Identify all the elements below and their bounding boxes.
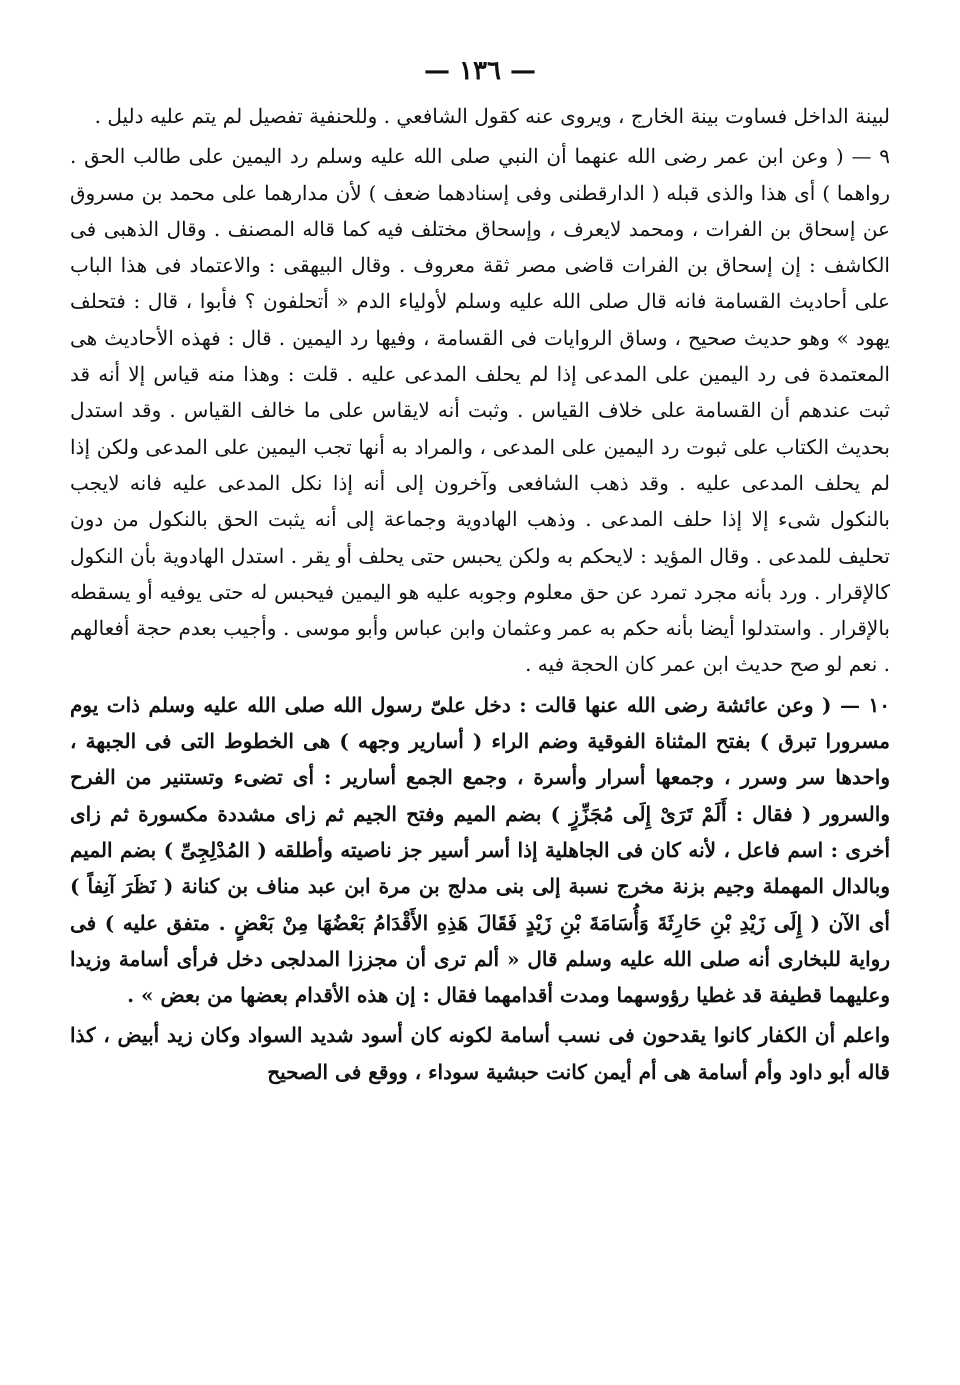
paragraph-hadith-9: ٩ — ( وعن ابن عمر رضى الله عنهما أن النبي صلى الله عليه وسلم رد اليمين على طالب الحق . رواهما ) أى هذا والذى قبله ( الدارقطنى وفى إسنادهما ضعف ) لأن مدارهما على محمد بن مسروق عن إسحاق بن الفرات ، ومحمد لايعرف ، وإسحاق مختلف فيه كما قاله المصنف . وقال الذهبى فى الكاشف : إن إسحاق بن الفرات قاضى مصر ثقة معروف . وقال البيهقى : والاعتماد فى هذا الباب على أحاديث القسامة فانه قال صلى الله عليه وسلم لأولياء الدم « أتحلفون ؟ فأبوا ، قال : فتحلف يهود » وهو حديث صحيح ، وساق الروايات فى القسامة ، وفيها رد اليمين . قال : فهذه الأحاديث هى المعتمدة فى رد اليمين على المدعى إذا لم يحلف المدعى عليه . قلت : وهذا منه قياس إلا أنه قد ثبت عندهم أن القسامة على خلاف القياس . وثبت أنه لايقاس على ما خالف القياس . وقد استدل بحديث الكتاب على ثبوت رد اليمين على المدعى ، والمراد به أنها تجب اليمين على المدعى ولكن إذا لم يحلف المدعى عليه . وقد ذهب الشافعى وآخرون إلى أنه إذا نكل المدعى عليه فانه لايجب بالنكول شىء إلا إذا حلف المدعى . وذهب الهادوية وجماعة إلى أنه يثبت الحق بالنكول من دون تحليف للمدعى . وقال المؤيد : لايحكم به ولكن يحبس حتى يحلف أو يقر . استدل الهادوية بأن النكول كالإقرار . ورد بأنه مجرد تمرد عن حق معلوم وجوبه عليه هو اليمين فيحبس له حتى يوفيه أو يسقطه بالإقرار . واستدلوا أيضا بأنه حكم به عمر وعثمان وابن عباس وأبو موسى . وأجيب بعدم حجة أفعالهم . نعم لو صح حديث ابن عمر كان الحجة فيه . bbox=[70, 144, 890, 677]
page-number: — ١٣٦ — bbox=[423, 56, 537, 86]
paragraph-hadith-10: ١٠ — ( وعن عائشة رضى الله عنها قالت : دخل علىّ رسول الله صلى الله عليه وسلم ذات يوم مسرورا تبرق ) بفتح المثناة الفوقية وضم الراء ( أسارير وجهه ) هى الخطوط التى فى الجبهة ، واحدها سر وسرر ، وجمعها أسرار وأسرة ، وجمع الجمع أسارير : أى تضىء وتستنير من الفرح والسرور ( فقال : أَلَمْ تَرَىْ إِلَى مُجَزِّزٍ ) بضم الميم وفتح الجيم ثم زاى مشددة مكسورة ثم زاى أخرى : اسم فاعل ، لأنه كان فى الجاهلية إذا أسر أسير جز ناصيته وأطلقه ( المُدْلِجِىِّ ) بضم الميم وبالدال المهملة وجيم بزنة مخرج نسبة إلى بنى مدلج بن مرة ابن عبد مناف بن كنانة ( نَظَرَ آنِفاً ) أى الآن ( إِلَى زَيْدِ بْنِ حَارِثَةَ وَأُسَامَةَ بْنِ زَيْدٍ فَقَالَ هَذِهِ الأَقْدَامُ بَعْضُهَا مِنْ بَعْضٍ . متفق عليه ) فى رواية للبخارى أنه صلى الله عليه وسلم قال « ألم ترى أن مجززا المدلجى دخل فرأى أسامة وزيدا وعليهما قطيفة قد غطيا رؤوسهما ومدت أقدامهما فقال : إن هذه الأقدام بعضها من بعض » . bbox=[70, 692, 890, 1008]
paragraph-continuation: لبينة الداخل فساوت بينة الخارج ، ويروى عنه كقول الشافعي . وللحنفية تفصيل لم يتم عليه دليل . bbox=[94, 104, 890, 128]
paragraph-commentary: واعلم أن الكفار كانوا يقدحون فى نسب أسامة لكونه كان أسود شديد السواد وكان زيد أبيض ، كذا قاله أبو داود وأم أسامة هى أم أيمن كانت حبشية سوداء ، ووقع فى الصحيح bbox=[70, 1023, 890, 1084]
